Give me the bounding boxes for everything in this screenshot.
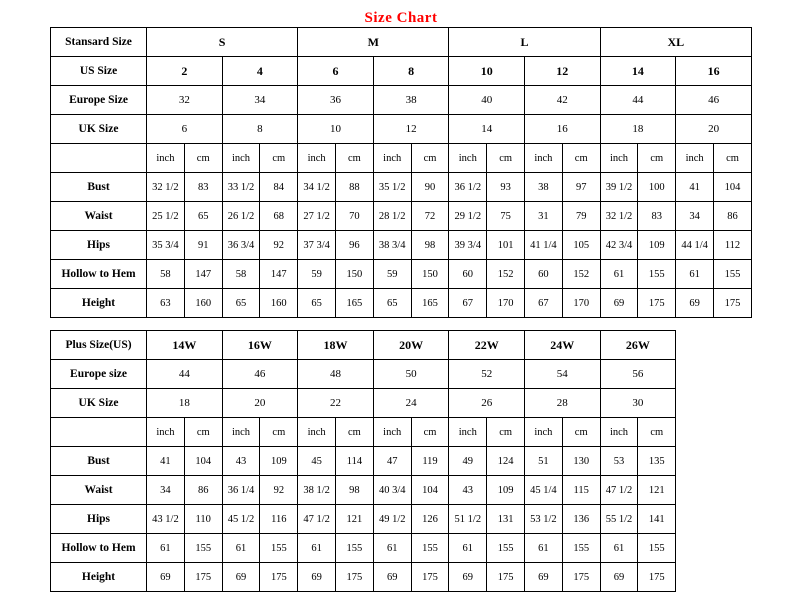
cell: 32 1/2 [147, 173, 185, 202]
cell: 65 [373, 289, 411, 318]
cell: 147 [260, 260, 298, 289]
cell: 51 1/2 [449, 505, 487, 534]
cell: 69 [449, 563, 487, 592]
group-header-xl: XL [600, 28, 751, 57]
cell: 6 [298, 57, 374, 86]
cell: 116 [260, 505, 298, 534]
unit-cell: cm [487, 144, 525, 173]
cell: 43 [222, 447, 260, 476]
cell: 126 [411, 505, 449, 534]
cell: 30 [600, 389, 676, 418]
unit-cell: cm [487, 418, 525, 447]
cell: 69 [676, 289, 714, 318]
plus-size-header: 26W [600, 331, 676, 360]
cell: 16 [525, 115, 601, 144]
cell: 124 [487, 447, 525, 476]
cell: 37 3/4 [298, 231, 336, 260]
cell: 109 [260, 447, 298, 476]
cell: 83 [184, 173, 222, 202]
cell: 67 [449, 289, 487, 318]
unit-cell: inch [147, 144, 185, 173]
cell: 42 [525, 86, 601, 115]
cell: 38 [373, 86, 449, 115]
cell: 46 [222, 360, 298, 389]
cell: 10 [298, 115, 374, 144]
cell: 60 [525, 260, 563, 289]
cell: 41 [676, 173, 714, 202]
cell: 100 [638, 173, 676, 202]
table-row [51, 331, 752, 360]
cell: 131 [487, 505, 525, 534]
cell: 44 [600, 86, 676, 115]
cell: 155 [260, 534, 298, 563]
cell: 175 [487, 563, 525, 592]
row-label: Hips [51, 231, 147, 260]
cell: 90 [411, 173, 449, 202]
unit-cell: cm [336, 418, 374, 447]
cell: 61 [298, 534, 336, 563]
cell: 36 [298, 86, 374, 115]
cell: 165 [336, 289, 374, 318]
cell: 47 [373, 447, 411, 476]
cell: 34 [222, 86, 298, 115]
cell: 69 [147, 563, 185, 592]
cell: 68 [260, 202, 298, 231]
row-label: Hollow to Hem [51, 534, 147, 563]
cell: 20 [222, 389, 298, 418]
unit-cell: cm [714, 144, 752, 173]
cell: 175 [336, 563, 374, 592]
group-header-m: M [298, 28, 449, 57]
cell: 54 [525, 360, 601, 389]
cell: 61 [525, 534, 563, 563]
cell: 88 [336, 173, 374, 202]
unit-cell: inch [600, 144, 638, 173]
cell: 35 3/4 [147, 231, 185, 260]
unit-cell: cm [411, 418, 449, 447]
cell: 20 [676, 115, 752, 144]
row-label: Waist [51, 202, 147, 231]
cell: 48 [298, 360, 374, 389]
plus-size-header: 16W [222, 331, 298, 360]
cell: 43 1/2 [147, 505, 185, 534]
cell: 25 1/2 [147, 202, 185, 231]
cell: 26 1/2 [222, 202, 260, 231]
cell: 8 [373, 57, 449, 86]
empty-cell [676, 563, 752, 592]
unit-cell: inch [676, 144, 714, 173]
row-label: US Size [51, 57, 147, 86]
cell: 69 [600, 563, 638, 592]
cell: 36 1/2 [449, 173, 487, 202]
unit-cell: inch [373, 418, 411, 447]
table-row [51, 447, 752, 476]
cell: 70 [336, 202, 374, 231]
cell: 152 [562, 260, 600, 289]
cell: 155 [638, 260, 676, 289]
unit-cell: inch [525, 144, 563, 173]
cell: 58 [222, 260, 260, 289]
cell: 53 1/2 [525, 505, 563, 534]
cell: 67 [525, 289, 563, 318]
group-header-l: L [449, 28, 600, 57]
cell: 121 [336, 505, 374, 534]
cell: 155 [411, 534, 449, 563]
cell: 61 [600, 534, 638, 563]
table-row [51, 563, 752, 592]
cell: 36 3/4 [222, 231, 260, 260]
empty-cell [676, 331, 752, 360]
plus-size-header: 24W [525, 331, 601, 360]
cell: 65 [298, 289, 336, 318]
table-row-units [51, 144, 752, 173]
unit-cell: inch [373, 144, 411, 173]
cell: 93 [487, 173, 525, 202]
cell: 36 1/4 [222, 476, 260, 505]
unit-cell: cm [260, 144, 298, 173]
cell: 61 [676, 260, 714, 289]
row-label: UK Size [51, 115, 147, 144]
cell: 160 [260, 289, 298, 318]
table-row-units [51, 418, 752, 447]
cell: 175 [411, 563, 449, 592]
row-label: Height [51, 563, 147, 592]
unit-cell: cm [562, 144, 600, 173]
cell: 4 [222, 57, 298, 86]
row-label: Stansard Size [51, 28, 147, 57]
cell: 105 [562, 231, 600, 260]
standard-size-table [50, 27, 752, 318]
cell: 61 [147, 534, 185, 563]
cell: 69 [373, 563, 411, 592]
cell: 155 [562, 534, 600, 563]
cell: 114 [336, 447, 374, 476]
unit-cell: inch [147, 418, 185, 447]
table-row [51, 86, 752, 115]
cell: 115 [562, 476, 600, 505]
cell: 40 3/4 [373, 476, 411, 505]
table-row [51, 289, 752, 318]
cell: 150 [411, 260, 449, 289]
cell: 12 [525, 57, 601, 86]
cell: 51 [525, 447, 563, 476]
cell: 55 1/2 [600, 505, 638, 534]
cell: 35 1/2 [373, 173, 411, 202]
cell: 28 1/2 [373, 202, 411, 231]
cell: 34 [676, 202, 714, 231]
cell: 165 [411, 289, 449, 318]
cell: 32 1/2 [600, 202, 638, 231]
cell: 33 1/2 [222, 173, 260, 202]
cell: 39 1/2 [600, 173, 638, 202]
table-row [51, 534, 752, 563]
cell: 18 [600, 115, 676, 144]
table-row [51, 360, 752, 389]
cell: 61 [222, 534, 260, 563]
cell: 59 [298, 260, 336, 289]
cell: 14 [449, 115, 525, 144]
cell: 136 [562, 505, 600, 534]
cell: 34 1/2 [298, 173, 336, 202]
cell: 130 [562, 447, 600, 476]
cell: 150 [336, 260, 374, 289]
cell: 28 [525, 389, 601, 418]
unit-cell: cm [562, 418, 600, 447]
cell: 119 [411, 447, 449, 476]
cell: 43 [449, 476, 487, 505]
cell: 79 [562, 202, 600, 231]
cell: 45 1/4 [525, 476, 563, 505]
unit-cell: inch [600, 418, 638, 447]
unit-cell: inch [449, 144, 487, 173]
cell: 83 [638, 202, 676, 231]
cell: 175 [714, 289, 752, 318]
cell: 175 [638, 289, 676, 318]
plus-size-table [50, 330, 752, 592]
unit-cell: inch [449, 418, 487, 447]
cell: 47 1/2 [600, 476, 638, 505]
cell: 59 [373, 260, 411, 289]
cell: 39 3/4 [449, 231, 487, 260]
cell: 69 [525, 563, 563, 592]
cell: 61 [449, 534, 487, 563]
row-label: Plus Size(US) [51, 331, 147, 360]
cell: 65 [184, 202, 222, 231]
row-label: Europe Size [51, 86, 147, 115]
cell: 104 [411, 476, 449, 505]
cell: 10 [449, 57, 525, 86]
cell: 160 [184, 289, 222, 318]
cell: 121 [638, 476, 676, 505]
unit-cell: cm [184, 144, 222, 173]
cell: 26 [449, 389, 525, 418]
unit-cell: inch [298, 144, 336, 173]
cell: 49 [449, 447, 487, 476]
cell: 38 3/4 [373, 231, 411, 260]
cell: 50 [373, 360, 449, 389]
cell: 155 [714, 260, 752, 289]
cell: 42 3/4 [600, 231, 638, 260]
cell: 63 [147, 289, 185, 318]
cell: 44 [147, 360, 223, 389]
cell: 69 [222, 563, 260, 592]
cell: 16 [676, 57, 752, 86]
empty-cell [676, 505, 752, 534]
cell: 41 [147, 447, 185, 476]
unit-cell: cm [260, 418, 298, 447]
unit-cell: cm [336, 144, 374, 173]
cell: 61 [373, 534, 411, 563]
cell: 175 [184, 563, 222, 592]
cell: 104 [714, 173, 752, 202]
cell: 65 [222, 289, 260, 318]
cell: 175 [260, 563, 298, 592]
cell: 6 [147, 115, 223, 144]
cell: 56 [600, 360, 676, 389]
cell: 46 [676, 86, 752, 115]
empty-cell [676, 534, 752, 563]
cell: 27 1/2 [298, 202, 336, 231]
table-row [51, 231, 752, 260]
unit-cell: inch [298, 418, 336, 447]
unit-cell: cm [184, 418, 222, 447]
cell: 44 1/4 [676, 231, 714, 260]
cell: 101 [487, 231, 525, 260]
cell: 72 [411, 202, 449, 231]
table-row [51, 57, 752, 86]
cell: 135 [638, 447, 676, 476]
cell: 155 [638, 534, 676, 563]
row-label: Bust [51, 173, 147, 202]
row-label-empty [51, 418, 147, 447]
plus-size-chart [0, 330, 802, 592]
cell: 97 [562, 173, 600, 202]
table-row [51, 260, 752, 289]
cell: 69 [600, 289, 638, 318]
cell: 96 [336, 231, 374, 260]
unit-cell: cm [411, 144, 449, 173]
unit-cell: inch [222, 144, 260, 173]
cell: 98 [336, 476, 374, 505]
table-row [51, 173, 752, 202]
cell: 2 [147, 57, 223, 86]
empty-cell [676, 418, 752, 447]
cell: 45 1/2 [222, 505, 260, 534]
cell: 53 [600, 447, 638, 476]
cell: 18 [147, 389, 223, 418]
cell: 45 [298, 447, 336, 476]
table-row [51, 28, 752, 57]
cell: 38 [525, 173, 563, 202]
cell: 92 [260, 231, 298, 260]
unit-cell: cm [638, 144, 676, 173]
cell: 8 [222, 115, 298, 144]
cell: 86 [184, 476, 222, 505]
cell: 52 [449, 360, 525, 389]
row-label: Height [51, 289, 147, 318]
cell: 109 [638, 231, 676, 260]
cell: 40 [449, 86, 525, 115]
plus-size-header: 22W [449, 331, 525, 360]
row-label: Hollow to Hem [51, 260, 147, 289]
row-label: Hips [51, 505, 147, 534]
cell: 38 1/2 [298, 476, 336, 505]
cell: 175 [638, 563, 676, 592]
cell: 58 [147, 260, 185, 289]
cell: 155 [487, 534, 525, 563]
plus-size-header: 14W [147, 331, 223, 360]
cell: 109 [487, 476, 525, 505]
cell: 147 [184, 260, 222, 289]
cell: 41 1/4 [525, 231, 563, 260]
cell: 34 [147, 476, 185, 505]
table-row [51, 115, 752, 144]
cell: 91 [184, 231, 222, 260]
cell: 14 [600, 57, 676, 86]
cell: 141 [638, 505, 676, 534]
cell: 47 1/2 [298, 505, 336, 534]
cell: 170 [487, 289, 525, 318]
cell: 31 [525, 202, 563, 231]
page-title: Size Chart [364, 10, 438, 26]
cell: 112 [714, 231, 752, 260]
cell: 155 [336, 534, 374, 563]
row-label: Bust [51, 447, 147, 476]
unit-cell: inch [222, 418, 260, 447]
plus-size-header: 18W [298, 331, 374, 360]
row-label: Europe size [51, 360, 147, 389]
group-header-s: S [147, 28, 298, 57]
cell: 22 [298, 389, 374, 418]
cell: 86 [714, 202, 752, 231]
cell: 32 [147, 86, 223, 115]
cell: 29 1/2 [449, 202, 487, 231]
standard-size-chart [0, 27, 802, 318]
cell: 152 [487, 260, 525, 289]
cell: 98 [411, 231, 449, 260]
row-label: Waist [51, 476, 147, 505]
table-row [51, 505, 752, 534]
cell: 110 [184, 505, 222, 534]
row-label-empty [51, 144, 147, 173]
cell: 75 [487, 202, 525, 231]
table-row [51, 476, 752, 505]
unit-cell: inch [525, 418, 563, 447]
cell: 24 [373, 389, 449, 418]
row-label: UK Size [51, 389, 147, 418]
unit-cell: cm [638, 418, 676, 447]
empty-cell [676, 389, 752, 418]
cell: 92 [260, 476, 298, 505]
cell: 12 [373, 115, 449, 144]
empty-cell [676, 476, 752, 505]
cell: 175 [562, 563, 600, 592]
empty-cell [676, 360, 752, 389]
cell: 84 [260, 173, 298, 202]
cell: 61 [600, 260, 638, 289]
table-row [51, 202, 752, 231]
cell: 60 [449, 260, 487, 289]
table-row [51, 389, 752, 418]
empty-cell [676, 447, 752, 476]
cell: 170 [562, 289, 600, 318]
cell: 49 1/2 [373, 505, 411, 534]
cell: 69 [298, 563, 336, 592]
cell: 104 [184, 447, 222, 476]
cell: 155 [184, 534, 222, 563]
plus-size-header: 20W [373, 331, 449, 360]
